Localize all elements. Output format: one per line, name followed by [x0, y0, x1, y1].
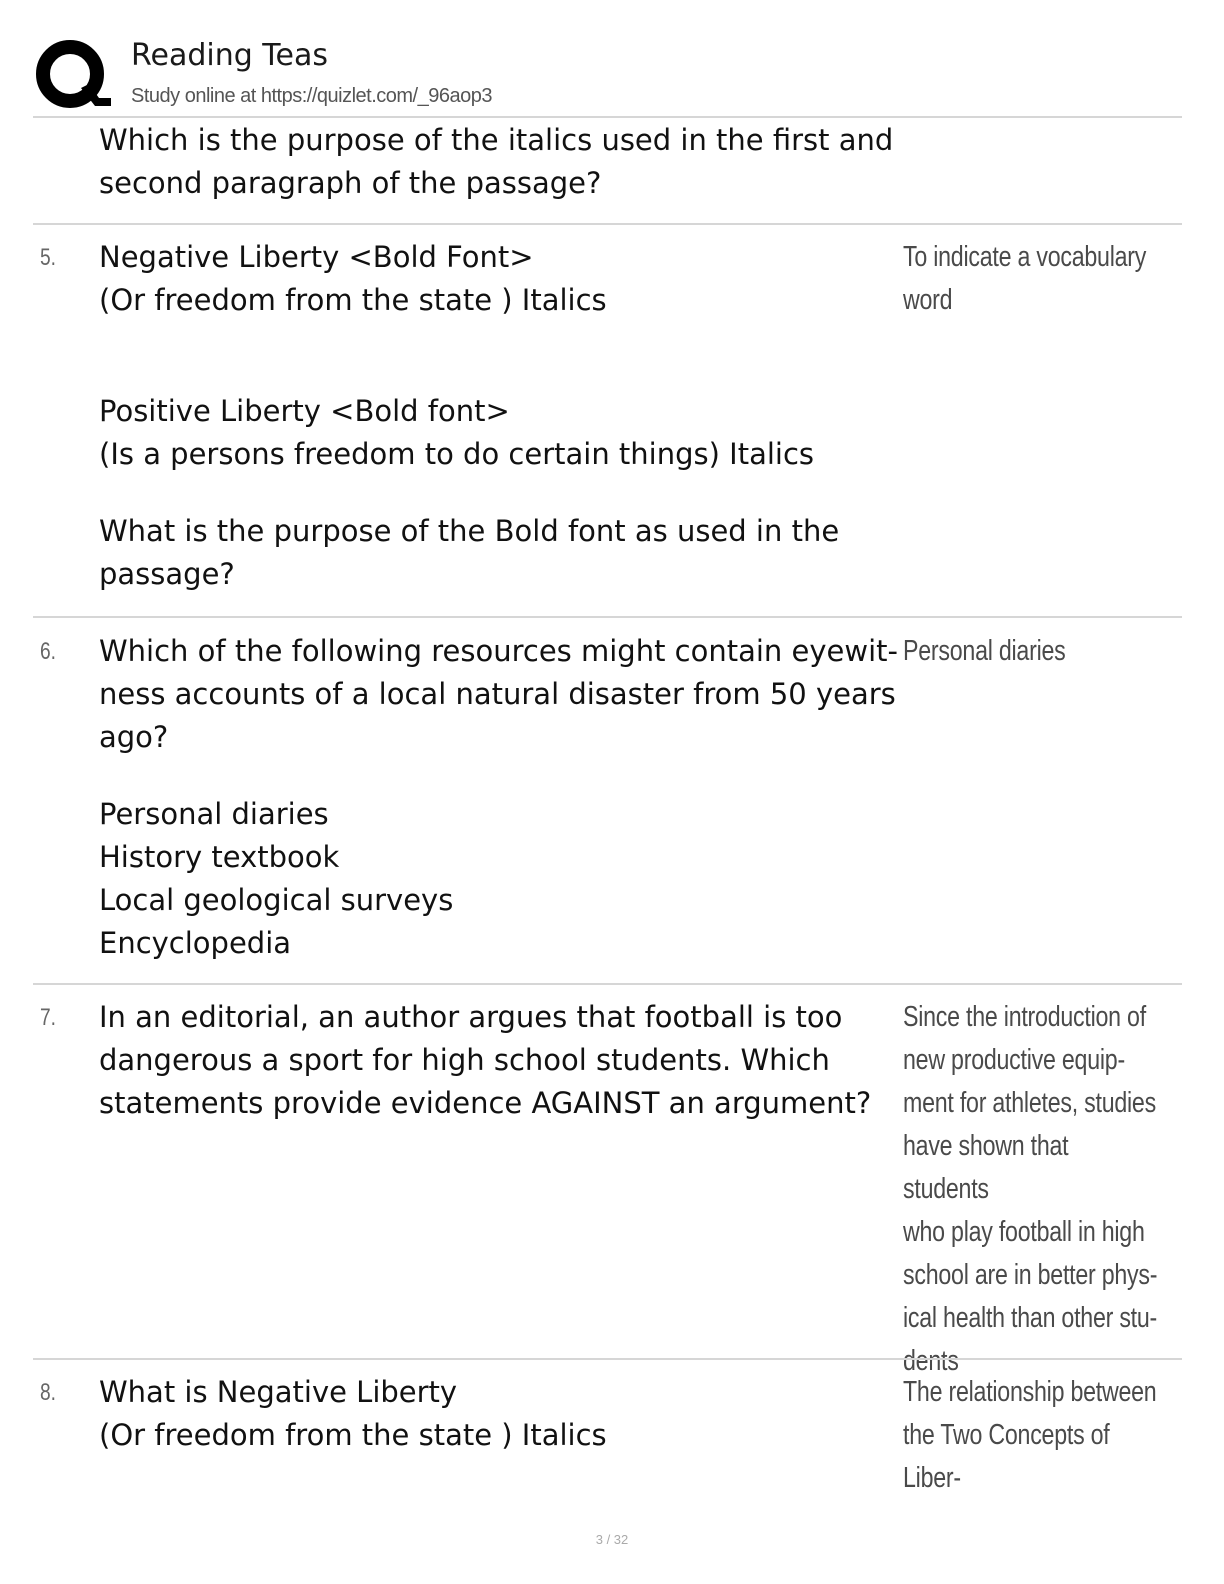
- question-text: Negative Liberty <Bold Font> (Or freedom from the state ) Italics: [99, 240, 607, 317]
- question-text: Positive Liberty <Bold font> (Is a persons freedom to do certain things) Italics: [99, 394, 815, 471]
- question-text: What is the purpose of the Bold font as used in the passage?: [99, 514, 840, 591]
- card-answer: Personal diaries: [903, 635, 1066, 667]
- card-answer: To indicate a vocabulary word: [903, 241, 1147, 316]
- card-answer: The relationship between the Two Concepts of Liber-: [903, 1376, 1157, 1494]
- card-question: [99, 630, 899, 965]
- question-text: Which of the following resources might contain eyewit- ness accounts of a local natural disaster from 50 years ago?: [99, 634, 898, 754]
- card-question-continued: [99, 119, 899, 205]
- question-text: Which is the purpose of the italics used in the first and second paragraph of the passage?: [99, 123, 894, 200]
- page-indicator: 3 / 32: [595, 1532, 629, 1547]
- question-text: What is Negative Liberty (Or freedom from the state ) Italics: [99, 1375, 607, 1452]
- card-number: 8.: [40, 1379, 57, 1406]
- divider: [33, 983, 1182, 985]
- divider: [33, 1358, 1182, 1360]
- card-question: [99, 236, 899, 596]
- card-answer: Since the introduction of new productive equip- ment for athletes, studies have shown that students who play football in high school are in better phys- ical health than other stu- dents: [903, 1001, 1158, 1377]
- card-number: 5.: [40, 244, 57, 271]
- card-number: 7.: [40, 1004, 57, 1031]
- quizlet-logo-icon: [33, 36, 111, 112]
- deck-title: Reading Teas: [131, 38, 329, 73]
- divider: [33, 616, 1182, 618]
- card-question: [99, 996, 899, 1125]
- study-online-link[interactable]: Study online at https://quizlet.com/_96aop3: [131, 85, 492, 107]
- answer-options: Personal diaries History textbook Local geological surveys Encyclopedia: [99, 797, 454, 960]
- card-question: [99, 1371, 899, 1457]
- divider: [33, 116, 1182, 118]
- card-number: 6.: [40, 638, 57, 665]
- divider: [33, 223, 1182, 225]
- question-text: In an editorial, an author argues that football is too dangerous a sport for high school students. Which statements provide evidence AGAINST an argument?: [99, 1000, 872, 1120]
